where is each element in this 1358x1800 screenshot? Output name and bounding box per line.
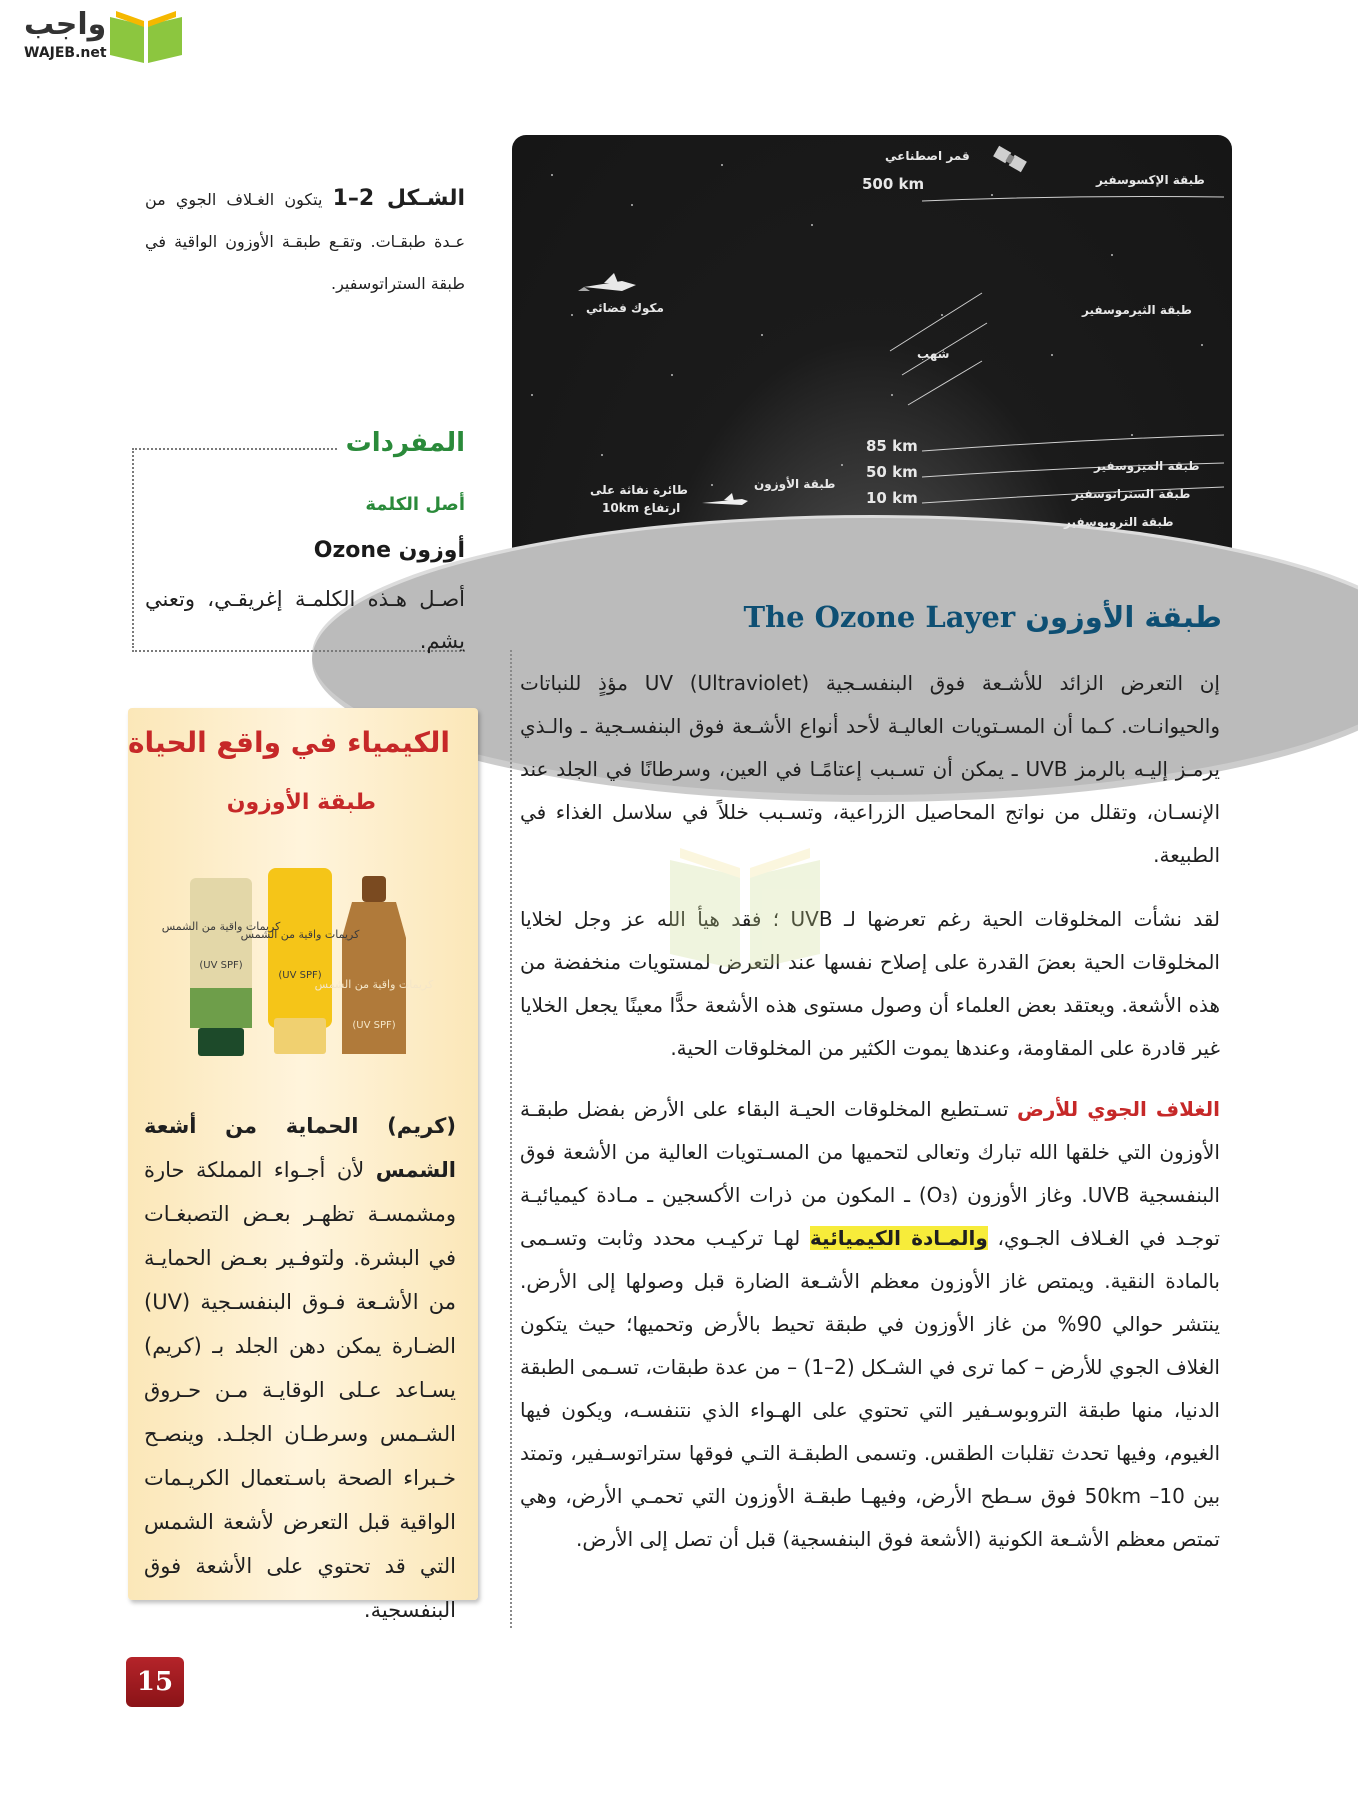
atmosphere-figure: [512, 135, 1232, 565]
tube2-spf: (UV SPF): [278, 970, 322, 981]
label-jet-line2: ارتفاع 10km: [602, 501, 681, 515]
label-satellite: قمر اصطناعي: [885, 149, 970, 163]
jet-airplane-icon: [702, 493, 748, 505]
paragraph-1: إن التعرض الزائد للأشـعة فوق البنفسـجية UV (Ultraviolet) مؤذٍ للنباتات والحيوانـات. كـما أن المسـتويات العاليـة لأحد أنواع الأشـعة فوق البنفسـجية ـ والـذي يرمـز إليـه بالرمز UVB ـ يمكن أن تسـبب إعتامًـا في العين، وسرطانًا في الجلد عند الإنسـان، وتقلل من نواتج المحاصيل الزراعية، وتسـبب خللاً في سلاسل الغذاء في الطبيعة.: [520, 671, 1220, 867]
tube1-label: كريمات واقية من الشمس: [161, 920, 281, 933]
sunscreen-products-image: [161, 868, 434, 1068]
sunscreen-tube-yellow: [268, 868, 332, 1054]
site-logo[interactable]: [10, 5, 188, 67]
section-title-ar: طبقة الأوزون: [1025, 600, 1222, 634]
vocab-box: [132, 428, 465, 653]
section-heading: [709, 600, 1222, 634]
chem-box-subtitle: طبقة الأوزون: [226, 790, 376, 815]
chem-box-text-body: لأن أجـواء المملكة حارة ومشمسـة تظهـر بعـض التصبغـات في البشرة. ولتوفـير بعـض الحمايـة من الأشـعة فـوق البنفسـجية (UV) الضـارة يمكن دهن الجلد بـ (كريم) يسـاعد عـلى الوقايـة مـن حـروق الشـمس وسرطـان الجلـد. وينصـح خـبراء الصحة باسـتعمال الكريـمات الواقية قبل التعرض لأشعة الشمس التي قد تحتوي على الأشعة فوق البنفسجية.: [144, 1158, 456, 1622]
satellite-icon: [993, 146, 1027, 172]
label-exosphere: طبقة الإكسوسفير: [1096, 173, 1205, 187]
paragraph-3-part-b: لهـا تركيـب محدد وثابت وتسـمى بالمادة النقية. ويمتص غاز الأوزون معظم الأشـعة الضارة قبل وصولها إلى الأرض. ينتشر حوالي 90% من غاز الأوزون في طبقة تحيط بالأرض وتحميها؛ حيث يتكون الغلاف الجوي للأرض – كما ترى في الشـكل (2–1) – من عدة طبقات، تسـمى الطبقة الدنيا، منها طبقة التروبوسـفير التي تحتوي على الهـواء الذي نتنفسـه، ويكون فيها الغيوم، وفيها تحدث تقلبات الطقس. وتسمى الطبقـة التـي فوقها ستراتوسـفير، وتمتد بين 50km –10 فوق سـطح الأرض، وفيهـا طبقـة الأوزون التي تحمـي الأرض، وهي تمتص معظم الأشـعة الكونية (الأشعة فوق البنفسجية) قبل أن تصل إلى الأرض.: [520, 1226, 1221, 1551]
tube2-label: كريمات واقية من الشمس: [240, 928, 360, 941]
meteor-streak: [890, 293, 982, 351]
vocab-subheading: أصل الكلمة: [365, 494, 465, 515]
label-thermosphere: طبقة الثيرموسفير: [1082, 303, 1192, 317]
paragraph-3-part-a: تسـتطيع المخلوقات الحيـة البقاء على الأرض بفضل طبقـة الأوزون التي خلقها الله تبارك وتعالى لتحميها من المسـتويات العالية من الأشعة فوق البنفسجية UVB. وغاز الأوزون (O₃) ـ المكون من ذرات الأكسجين ـ مـادة كيميائيـة توجـد في الغـلاف الجـوي،: [520, 1097, 1220, 1250]
label-meteors: شهب: [917, 347, 950, 361]
highlighted-term: والمـادة الكيميائية: [809, 1226, 988, 1250]
bottle3-spf: (UV SPF): [352, 1020, 396, 1031]
logo-arabic: واجب: [24, 7, 107, 42]
chem-box-text-bold: (كريم) الحماية من أشعة الشمس: [144, 1114, 456, 1182]
book-logo-icon: [106, 7, 186, 65]
altitude-85km: 85 km: [866, 437, 918, 455]
meteor-streak: [908, 361, 982, 405]
chemistry-real-life-box: [128, 708, 478, 1622]
vocab-heading: المفردات: [338, 428, 465, 458]
label-mesosphere: طبقة الميزوسفير: [1094, 459, 1200, 473]
paragraph-2: لقد نشأت المخلوقات الحية رغم تعرضها لـ UVB ؛ فقد هيأ الله عز وجل لخلايا المخلوقات الحية بعضَ القدرة على إصلاح نفسها عند التعرض لمستويات منخفضة من هذه الأشعة. ويعتقد بعض العلماء أن وصول مستوى هذه الأشعة حدًّا معينًا يجعل الخلايا غير قادرة على المقاومة، وعندها يموت الكثير من المخلوقات الحية.: [520, 907, 1220, 1060]
caption-text: يتكون الغـلاف الجوي من عـدة طبقـات. وتقـع طبقـة الأوزون الواقية في طبقة الستراتوسفير.: [145, 190, 465, 293]
vocab-definition: أصـل هـذه الكلمـة إغريقـي، وتعني يشم.: [145, 587, 465, 653]
page-number: 15: [126, 1657, 184, 1707]
vocab-word: أوزون Ozone: [313, 538, 465, 563]
logo-latin: WAJEB.net: [24, 45, 107, 61]
label-stratosphere: طبقة الستراتوسفير: [1072, 487, 1191, 501]
label-troposphere: طبقة التروبوسفير: [1064, 515, 1174, 529]
chem-box-title: الكيمياء في واقع الحياة: [128, 726, 450, 759]
figure-caption: [145, 178, 465, 305]
label-shuttle: مكوك فضائي: [586, 301, 664, 315]
bottle3-label: كريمات واقية من الشمس: [314, 978, 434, 991]
column-divider: [510, 650, 512, 1628]
space-shuttle-icon: [578, 273, 636, 291]
paragraph-3-lead: الغلاف الجوي للأرض: [1017, 1097, 1220, 1121]
altitude-500km: 500 km: [862, 175, 925, 193]
label-ozone-layer: طبقة الأوزون: [754, 477, 836, 491]
tube1-spf: (UV SPF): [199, 960, 243, 971]
layer-line-500km: [922, 197, 1224, 202]
section-title-en: The Ozone Layer: [743, 600, 1016, 634]
label-jet-line1: طائرة نفاثة على: [590, 483, 688, 497]
caption-title: الشـكل 2–1: [332, 186, 465, 211]
altitude-50km: 50 km: [866, 463, 918, 481]
altitude-10km: 10 km: [866, 489, 918, 507]
layer-line-85km: [922, 435, 1224, 451]
paragraph-3: [520, 1088, 1220, 1561]
chem-box-text: [144, 1104, 456, 1632]
